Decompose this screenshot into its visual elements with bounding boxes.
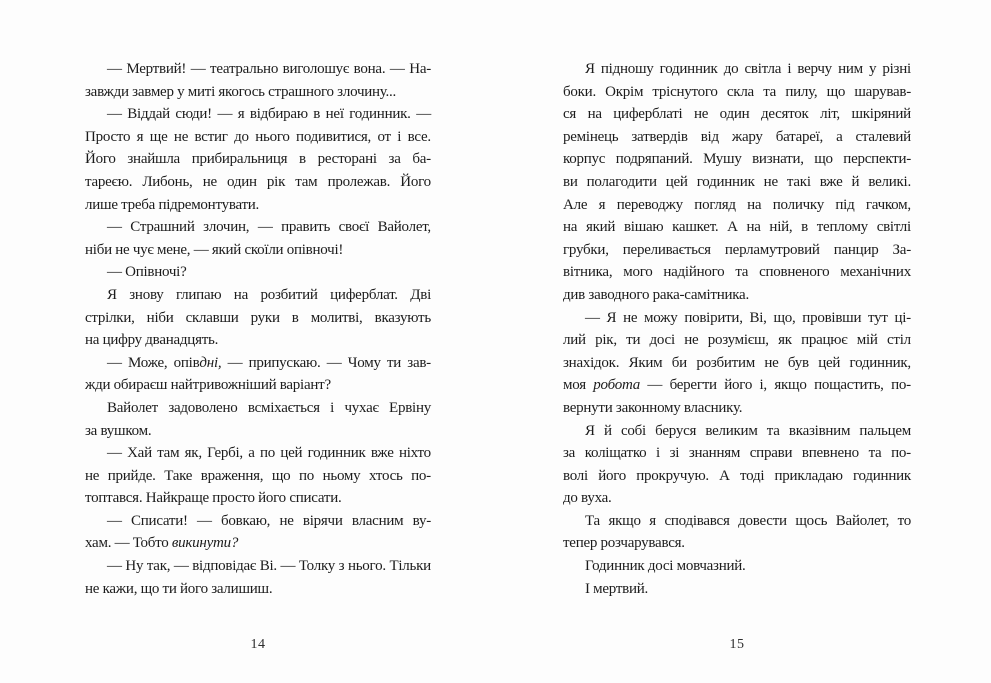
text-line: стрілки, ніби склавши руки в молитві, вказують: [85, 309, 431, 326]
right-page-text: [563, 61, 911, 603]
text-line: Годинник досі мовчазний.: [585, 558, 746, 575]
text-line: завжди завмер у миті якогось страшного злочину...: [85, 83, 397, 100]
text-line: на цифру дванадцять.: [85, 332, 219, 349]
text-line: не кажи, що ти його залишиш.: [85, 580, 273, 597]
page-number-right: 15: [729, 637, 745, 652]
text-line: знахідок. Яким би розбитим не був цей годинник,: [563, 354, 911, 371]
text-line: топтався. Найкраще просто його списати.: [85, 490, 342, 507]
left-page-text: [85, 61, 431, 603]
text-line: — Може, опівдні, — припускаю. — Чому ти зав-: [107, 354, 431, 371]
text-line: Я й собі беруся великим та вказівним пальцем: [585, 422, 911, 439]
text-line: Та якщо я сподівався довести щось Вайолет, то: [585, 512, 911, 529]
text-line: Але я переводжу погляд на поличку під гачком,: [563, 196, 911, 213]
text-line: до вуха.: [563, 490, 612, 507]
text-line: вернути законному власнику.: [563, 399, 743, 416]
page-number-left: 14: [250, 637, 266, 652]
text-line: боки. Окрім тріснутого скла та пилу, що шарував-: [563, 83, 911, 100]
text-line: тареєю. Либонь, не один рік там пролежав. Його: [85, 173, 431, 190]
text-line: — Я не можу повірити, Ві, що, провівши тут ці-: [585, 309, 911, 326]
text-line: І мертвий.: [585, 580, 649, 597]
text-line: Його знайшла прибиральниця в ресторані за ба-: [85, 151, 431, 168]
text-line: лише треба підремонтувати.: [85, 196, 260, 213]
text-line: — Ну так, — відповідає Ві. — Толку з нього. Тільки: [107, 558, 431, 575]
text-line: ви полагодити цей годинник не такі вже й великі.: [563, 173, 911, 190]
text-line: за коліщатко і зі знанням справи впевнено та по-: [563, 445, 911, 462]
text-line: на який вішаю кашкет. А на ній, в теплому світлі: [563, 219, 911, 236]
text-line: грубки, переливається перламутровий панцир За-: [563, 241, 911, 258]
text-line: Я знову глипаю на розбитий циферблат. Дві: [107, 286, 431, 303]
text-line: — Опівночі?: [107, 264, 187, 281]
text-line: — Мертвий! — театрально виголошує вона. — На-: [107, 61, 431, 77]
text-line: Я підношу годинник до світла і верчу ним у різні: [585, 61, 911, 77]
text-line: за вушком.: [85, 422, 152, 439]
text-line: — Страшний злочин, — править своєї Вайолет,: [107, 219, 431, 236]
text-line: ніби не чує мене, — який скоїли опівночі!: [85, 241, 344, 258]
text-line: жди обираєш найтривожніший варіант?: [85, 377, 331, 394]
text-line: ся на циферблаті не один десяток літ, шкіряний: [563, 106, 911, 123]
text-line: волі його прокручую. А тоді прикладаю годинник: [563, 467, 911, 484]
text-line: — Списати! — бовкаю, не вірячи власним ву-: [107, 512, 431, 529]
text-line: тепер розчарувався.: [563, 535, 685, 552]
text-line: не прийде. Таке враження, що по ньому хтось по-: [85, 467, 431, 484]
text-line: вітника, мого надійного та сповненого механічних: [563, 264, 911, 281]
text-line: — Віддай сюди! — я відбираю в неї годинник. —: [107, 106, 431, 123]
text-line: моя робота — берегти його і, якщо пощастить, по-: [563, 377, 911, 394]
text-line: хам. — Тобто викинути?: [85, 535, 239, 552]
text-line: — Хай там як, Гербі, а по цей годинник вже ніхто: [107, 445, 431, 462]
text-line: Просто я ще не встиг до нього подивитися, от і все.: [85, 128, 431, 145]
text-line: Вайолет задоволено всміхається і чухає Ервіну: [107, 399, 431, 416]
text-line: лий рік, ти досі не розумієш, як працює мій стіл: [563, 332, 911, 349]
text-line: корпус подряпаний. Мушу визнати, що перспекти-: [563, 151, 911, 168]
text-line: ремінець затвердів від жару батареї, а сталевий: [563, 128, 911, 145]
text-line: див заводного рака-самітника.: [563, 286, 749, 303]
left-page: [85, 61, 431, 603]
right-page: [563, 61, 911, 603]
